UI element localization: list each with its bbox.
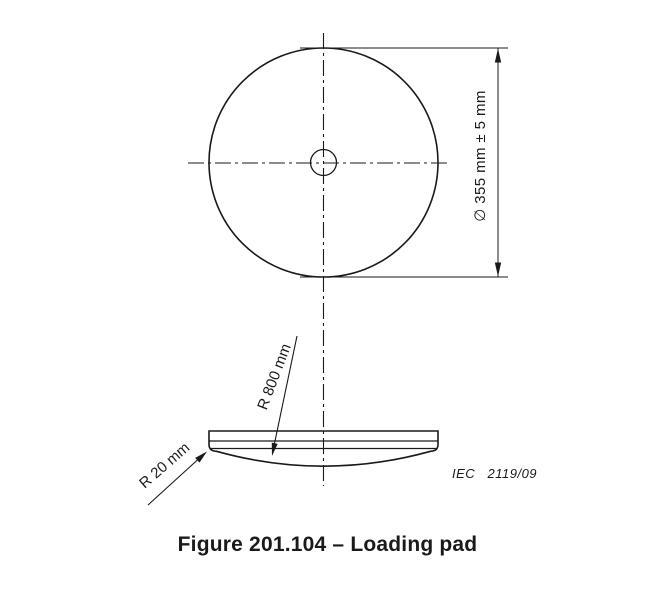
- dimension-arrow-down: [495, 263, 501, 277]
- r800-radius-label: R 800 mm: [254, 341, 295, 413]
- figure-caption: Figure 201.104 – Loading pad: [177, 533, 478, 556]
- iec-reference: IEC 2119/09: [452, 466, 538, 481]
- dimension-arrow-up: [495, 49, 501, 63]
- r800-arrowhead: [269, 443, 278, 457]
- diameter-dimension-label: ∅ 355 mm ± 5 mm: [472, 90, 489, 222]
- r20-radius-label: R 20 mm: [136, 439, 194, 492]
